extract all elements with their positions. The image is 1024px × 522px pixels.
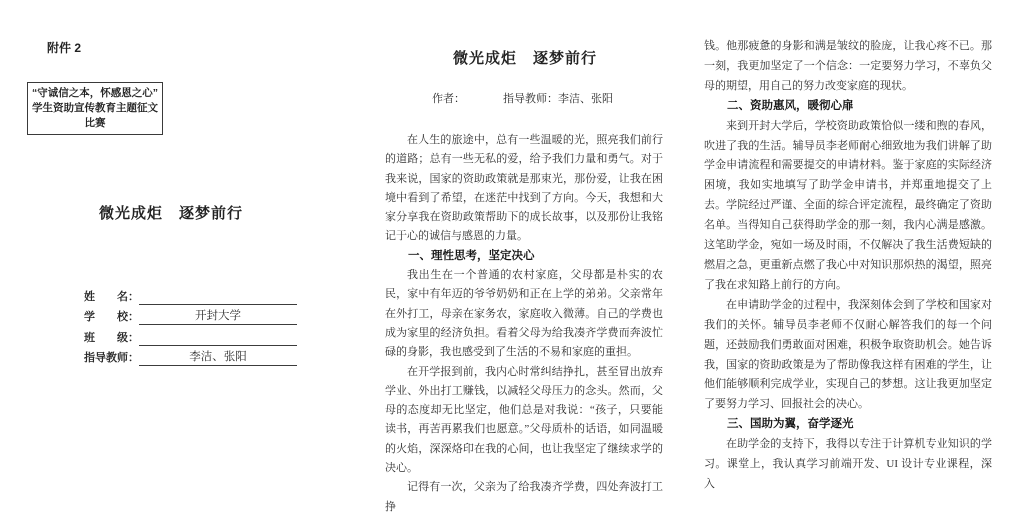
- attachment-label: 附件 2: [47, 41, 82, 55]
- cover-form: [84, 284, 304, 366]
- form-row: [84, 305, 304, 326]
- contest-notice-line2: 学生资助宣传教育主题征文比赛: [32, 102, 158, 129]
- essay-block: 在助学金的支持下，我得以专注于计算机专业知识的学习。课堂上，我认真学习前端开发、UI 设计专业课程，深入: [704, 438, 992, 490]
- form-underline: [139, 309, 297, 325]
- essay-block: 在开学报到前，我内心时常纠结挣扎，甚至冒出放弃学业、外出打工赚钱，以减轻父母压力的念头。然而，父母的态度却无比坚定，他们总是对我说：“孩子，只要能读书，再苦再累我们也愿意。”父母质朴的话语，如同温暖的火焰，深深烙印在我的心间，也让我坚定了继续求学的决心。: [385, 365, 663, 475]
- contest-notice-line1: “守诚信之本，怀感恩之心”: [32, 87, 158, 99]
- essay-block: 在申请助学金的过程中，我深刻体会到了学校和国家对我们的关怀。辅导员李老师不仅耐心解答我们的每一个问题，还鼓励我们勇敢面对困难，积极争取资助机会。她告诉我，国家的资助政策是为了帮助像我这样有困难的学生，让他们能够顺利完成学业，实现自己的梦想。这让我更加坚定了要努力学习、回报社会的决心。: [704, 298, 992, 411]
- form-underline: [139, 330, 297, 346]
- essay-body-page2: [385, 131, 663, 517]
- form-row: [84, 325, 304, 346]
- essay-block: 钱。他那疲惫的身影和满是皱纹的脸庞，让我心疼不已。那一刻，我更加坚定了一个信念：一定要努力学习，不辜负父母的期望，用自己的努力改变家庭的现状。: [704, 40, 992, 92]
- essay-block: 记得有一次，父亲为了给我凑齐学费，四处奔波打工挣: [385, 481, 663, 513]
- form-label: 指导教师：: [84, 352, 139, 364]
- form-value: 开封大学: [195, 310, 241, 322]
- essay-block: 来到开封大学后，学校资助政策恰似一缕和煦的春风，吹进了我的生活。辅导员李老师耐心细致地为我们讲解了助学金申请流程和需要提交的申请材料。鉴于家庭的实际经济困境，我如实地填写了助学金申请书，并郑重地提交了上去。学院经过严谨、全面的综合评定流程，最终确定了资助名单。当得知自己获得助学金的那一刻，我内心满是感激。这笔助学金，宛如一场及时雨，不仅解决了我生活费短缺的燃眉之急，更重新点燃了我心中对知识那炽热的渴望，照亮了我在求知路上前行的方向。: [704, 119, 992, 291]
- form-value: 李洁、张阳: [189, 351, 247, 363]
- form-label: 姓 名：: [84, 290, 139, 303]
- essay-block: 我出生在一个普通的农村家庭，父母都是朴实的农民，家中有年迈的爷爷奶奶和正在上学的弟弟。父亲常年在外打工，母亲在家务农，家庭收入微薄。自己的学费也成为家里的经济负担。看着父母为给我凑齐学费而奔波忙碌的身影，我也感受到了生活的不易和家庭的重担。: [385, 269, 663, 359]
- essay-block: 三、国助为翼，奋学逐光: [727, 418, 854, 431]
- essay-block: 在人生的旅途中，总有一些温暖的光，照亮我们前行的道路；总有一些无私的爱，给予我们力量和勇气。对于我来说，国家的资助政策就是那束光，那份爱，让我在困境中看到了希望，在迷茫中找到了方向。今天，我想和大家分享我在资助政策帮助下的成长故事，以及那份让我铭记于心的诚信与感恩的力量。: [385, 134, 663, 243]
- form-row: [84, 346, 304, 367]
- advisor-label: 指导教师：李洁、张阳: [503, 93, 613, 105]
- form-row: [84, 284, 304, 305]
- essay-block: 一、理性思考，坚定决心: [408, 249, 535, 262]
- essay-body-page3: [704, 37, 992, 495]
- form-label: 学 校：: [84, 311, 139, 323]
- contest-notice-box: [27, 82, 163, 135]
- form-underline: [139, 350, 297, 366]
- cover-essay-title: 微光成炬 逐梦前行: [98, 206, 243, 222]
- author-label: 作者：: [432, 93, 465, 105]
- essay-block: 二、资助惠风，暖彻心扉: [727, 99, 854, 112]
- essay-title: 微光成炬 逐梦前行: [452, 51, 597, 67]
- form-underline: [139, 289, 297, 305]
- byline: [386, 90, 664, 106]
- form-label: 班 级：: [84, 331, 139, 344]
